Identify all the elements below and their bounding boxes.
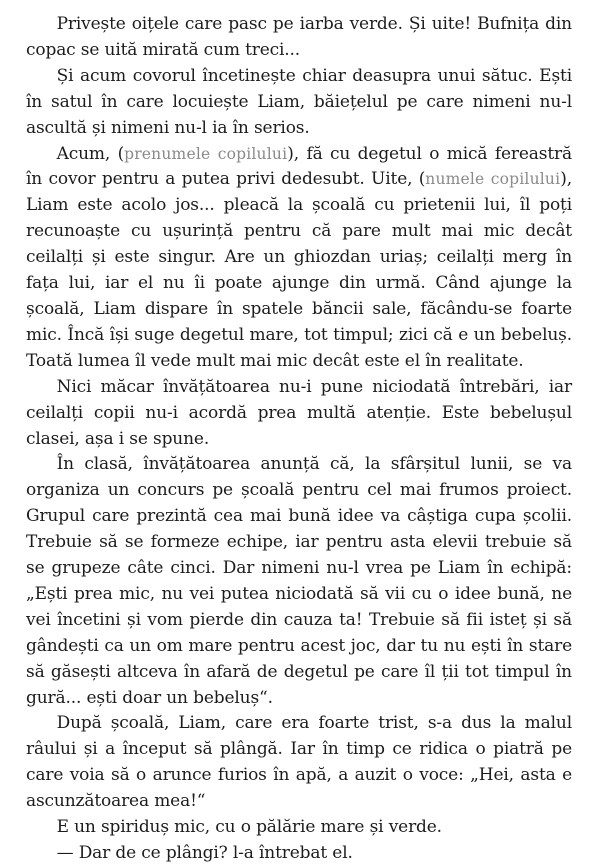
text-segment: În clasă, învățătoarea anunță că, la sfârșitul lunii, se va organiza un concurs pe școală pentru cel mai frumos proiect. Grupul care prezintă cea mai bună idee va câștiga cupa școlii. Trebuie să se formeze echipe, iar pentru asta elevii trebuie să se grupeze câte cinci. Dar nimeni nu-l vrea pe Liam în echipă: „Ești prea mic, nu vei putea niciodată să vii cu o idee bună, ne vei încetini și vom pierde din cauza ta! Trebuie să fii isteț și să gândești ca un om mare pentru acest joc, dar tu nu ești în stare să găsești altceva în afară de degetul pe care îl ții tot timpul în gură... ești doar un bebeluș“. bbox=[26, 454, 572, 708]
text-segment: Și acum covorul încetinește chiar deasupra unui sătuc. Ești în satul în care locuiește Liam, băiețelul pe care nimeni nu-l ascultă și nimeni nu-l ia în serios. bbox=[26, 65, 572, 138]
paragraph bbox=[26, 12, 572, 64]
paragraph bbox=[26, 815, 572, 841]
text-segment: ), Liam este acolo jos... pleacă la școală cu prietenii lui, îl poți recunoaște cu ușurință pentru că pare mult mai mic decât ceilalți și este singur. Are un ghiozdan uriaș; ceilalți merg în fața lui, iar el nu îi poate ajunge din urmă. Când ajunge la școală, Liam dispare în spatele băncii sale, făcându-se foarte mic. Încă își suge degetul mare, tot timpul; zici că e un bebeluș. Toată lumea îl vede mult mai mic decât este el în realitate. bbox=[26, 169, 573, 371]
child-name-placeholder: numele copilului bbox=[425, 170, 561, 189]
text-segment: După școală, Liam, care era foarte trist, s-a dus la malul râului și a început să plângă. Iar în timp ce ridica o piatră pe care voia să o arunce furios în apă, a auzit o voce: „Hei, asta e ascunzătoarea mea!“ bbox=[26, 713, 572, 812]
text-segment: E un spiriduș mic, cu o pălărie mare și verde. bbox=[56, 817, 442, 838]
paragraph bbox=[26, 711, 572, 815]
paragraph bbox=[26, 375, 572, 453]
text-segment: Acum, ( bbox=[56, 143, 125, 164]
paragraph bbox=[26, 64, 572, 142]
text-segment: Nici măcar învățătoarea nu-i pune niciodată întrebări, iar ceilalți copii nu-i acordă prea multă atenție. Este bebelușul clasei, așa i se spune. bbox=[26, 376, 572, 449]
paragraph bbox=[26, 452, 572, 711]
paragraph bbox=[26, 841, 572, 867]
book-page bbox=[26, 12, 572, 867]
text-segment: Privește oițele care pasc pe iarba verde. Și uite! Bufnița din copac se uită mirată cum treci... bbox=[26, 14, 572, 60]
text-segment: ), fă cu degetul o mică fereastră în covor pentru a putea privi dedesubt. Uite, ( bbox=[26, 143, 572, 190]
text-segment: — Dar de ce plângi? l-a întrebat el. bbox=[56, 843, 353, 863]
child-name-placeholder: prenumele copilului bbox=[124, 144, 288, 163]
paragraph bbox=[26, 142, 572, 375]
